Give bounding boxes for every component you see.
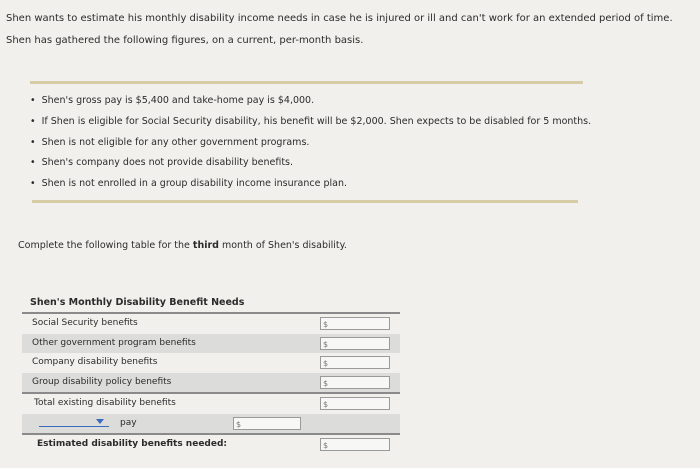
- divider-bottom: [32, 200, 578, 203]
- table-row: [22, 353, 400, 373]
- intro-text: Shen wants to estimate his monthly disability income needs in case he is injured or ill and can't work for an extended period of time. Shen has gathered the following figures, on a current, per-month basis.: [6, 13, 673, 46]
- other-government-input[interactable]: $: [320, 337, 390, 350]
- pay-input[interactable]: $: [233, 417, 301, 430]
- table-title: Shen's Monthly Disability Benefit Needs: [30, 297, 245, 308]
- row-label: Group disability policy benefits: [32, 376, 172, 387]
- row-label: Company disability benefits: [32, 357, 158, 367]
- table-row: [22, 314, 400, 334]
- table-row: [22, 373, 400, 393]
- company-disability-input[interactable]: $: [320, 356, 390, 369]
- instruction-text: Complete the following table for the: [18, 240, 193, 251]
- benefit-table: [22, 312, 400, 455]
- pay-type-dropdown[interactable]: [39, 426, 109, 427]
- estimated-needed-input[interactable]: $: [320, 438, 390, 451]
- row-label: pay: [120, 417, 137, 428]
- group-disability-input[interactable]: $: [320, 376, 390, 389]
- row-label: Social Security benefits: [32, 318, 138, 328]
- table-row: [22, 414, 400, 434]
- total-existing-input[interactable]: $: [320, 397, 390, 410]
- fact-item: • If Shen is eligible for Social Security disability, his benefit will be $2,000. Shen expects to be disabled for 5 months.: [30, 114, 591, 135]
- fact-item: • Shen's gross pay is $5,400 and take-home pay is $4,000.: [30, 93, 591, 114]
- fact-item: • Shen is not enrolled in a group disability income insurance plan.: [30, 176, 591, 197]
- divider-top: [30, 81, 583, 84]
- instruction-emphasis: third: [192, 240, 219, 251]
- instruction: [18, 240, 347, 251]
- fact-item: • Shen is not eligible for any other government programs.: [30, 135, 591, 156]
- row-label: Estimated disability benefits needed:: [37, 439, 228, 449]
- row-label: Total existing disability benefits: [34, 398, 176, 408]
- instruction-text: month of Shen's disability.: [218, 240, 347, 251]
- social-security-input[interactable]: $: [320, 317, 390, 330]
- row-label: Other government program benefits: [32, 337, 196, 348]
- table-row: [22, 334, 400, 354]
- chevron-down-icon[interactable]: [96, 419, 104, 424]
- facts-list: [30, 93, 591, 197]
- fact-item: • Shen's company does not provide disability benefits.: [30, 155, 591, 176]
- table-row: [22, 435, 400, 455]
- table-row: [22, 394, 400, 414]
